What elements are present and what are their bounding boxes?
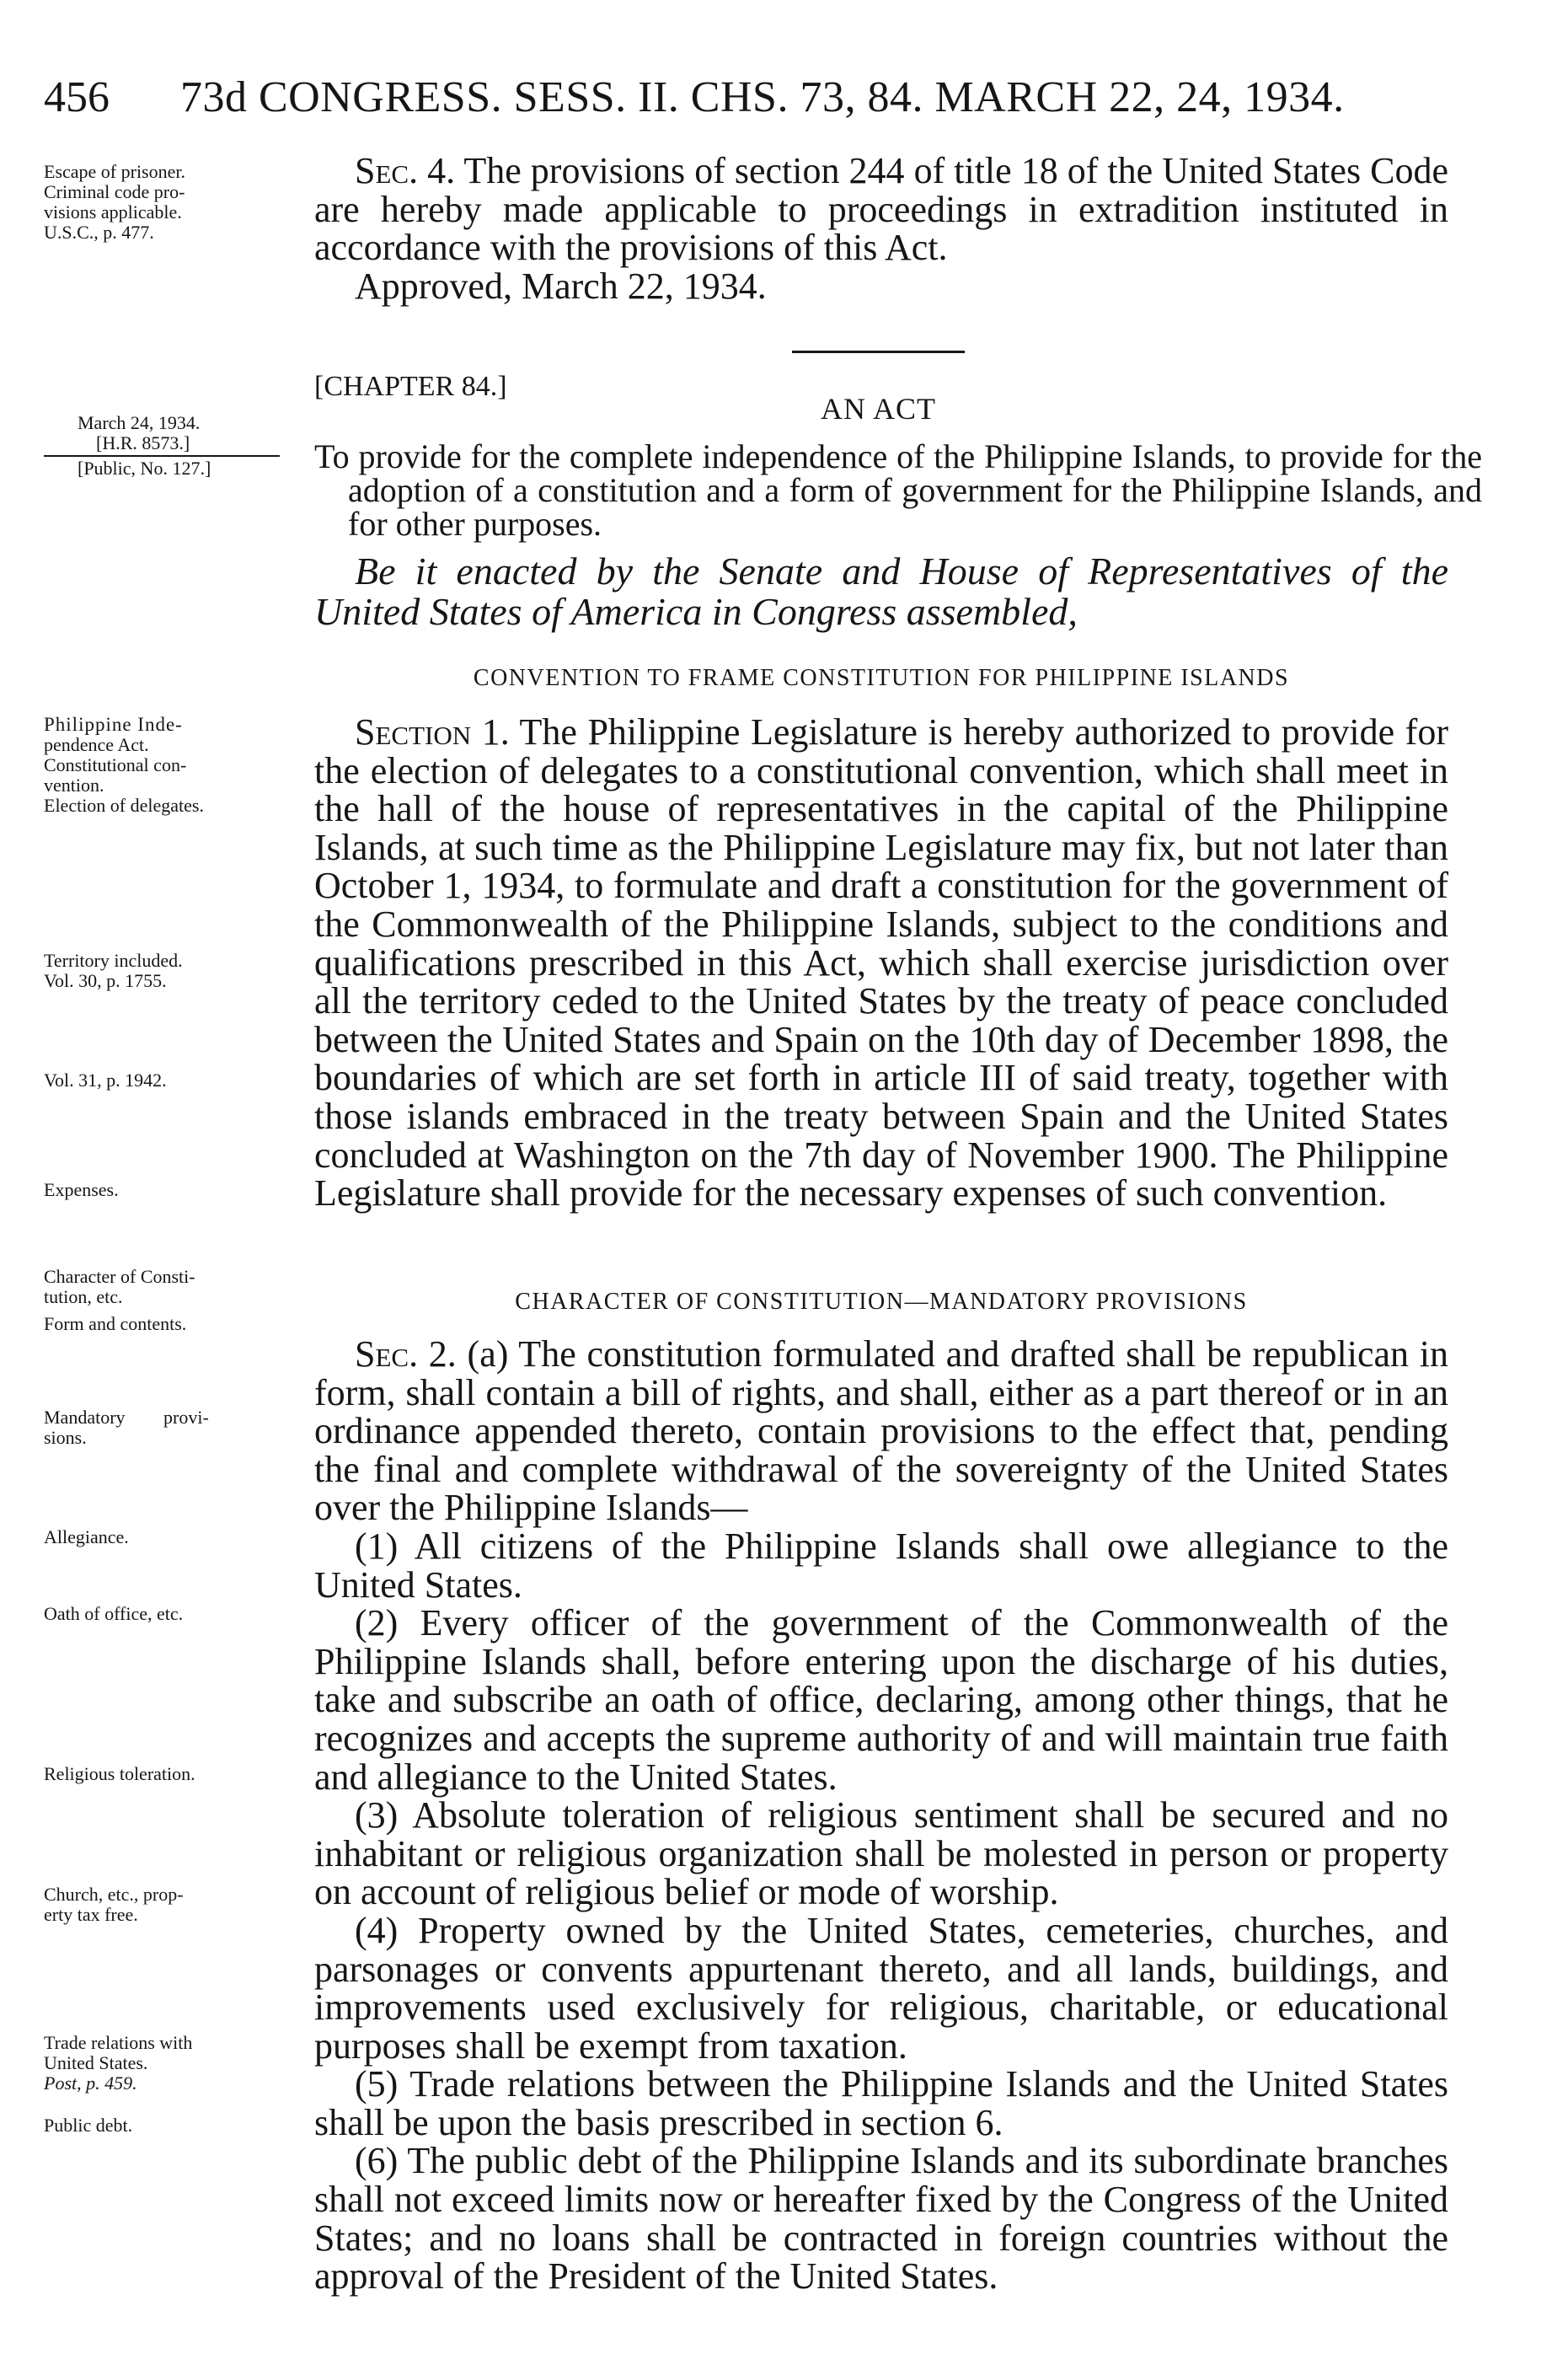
margin-line: Post, p. 459. <box>44 2072 137 2094</box>
margin-note-trade <box>44 2033 309 2094</box>
provision-item: (5) Trade relations between the Philippine Islands and the United States shall be upon the basis prescribed in section 6. <box>314 2063 1448 2143</box>
margin-note-expenses <box>44 1180 309 1200</box>
margin-note-philippine <box>44 715 309 816</box>
section-heading-convention: CONVENTION TO FRAME CONSTITUTION FOR PHILIPPINE ISLANDS <box>473 665 1290 691</box>
margin-line: pendence Act. <box>44 734 149 755</box>
chapter-label: [CHAPTER 84.] <box>314 371 507 402</box>
margin-note-allegiance <box>44 1527 309 1547</box>
margin-line: Form and contents. <box>44 1313 187 1334</box>
margin-line: Escape of prisoner. <box>44 161 185 182</box>
provision-item: (2) Every officer of the government of the Commonwealth of the Philippine Islands shall, before entering upon the discharge of his duties, take and subscribe an oath of office, declaring, among other things, that he recognizes and accepts the supreme authority of and will maintain true faith and allegiance to the United States. <box>314 1602 1448 1798</box>
margin-line: Mandatory provi- <box>44 1407 209 1428</box>
section-1 <box>314 713 1448 1213</box>
enacting-clause: Be it enacted by the Senate and House of Representatives of the United States of America in Congress assembled, <box>314 550 1448 633</box>
chapter-rule <box>792 351 965 353</box>
margin-line: Constitutional con- <box>44 754 187 775</box>
section-heading-character: CHARACTER OF CONSTITUTION—MANDATORY PROVISIONS <box>515 1289 1248 1315</box>
page-number: 456 <box>44 73 110 121</box>
margin-note-territory <box>44 951 309 991</box>
running-title: 73d CONGRESS. SESS. II. CHS. 73, 84. MARCH 22, 24, 1934. <box>180 73 1345 121</box>
margin-line: [H.R. 8573.] <box>96 432 190 453</box>
section-label: Section 1. <box>355 711 510 753</box>
margin-line: United States. <box>44 2052 148 2073</box>
margin-line: March 24, 1934. <box>78 412 201 433</box>
margin-line: Public debt. <box>44 2115 133 2136</box>
margin-line: Trade relations with <box>44 2032 193 2053</box>
margin-note-church <box>44 1885 309 1925</box>
section-2 <box>314 1335 1448 2296</box>
margin-line: Church, etc., prop- <box>44 1884 184 1905</box>
margin-line: visions applicable. <box>44 201 182 223</box>
margin-line: Expenses. <box>44 1179 119 1200</box>
margin-line: Philippine Inde- <box>44 714 183 735</box>
margin-line: sions. <box>44 1427 87 1448</box>
margin-note-oath <box>44 1604 309 1624</box>
provision-item: (1) All citizens of the Philippine Islands shall owe allegiance to the United States. <box>314 1525 1448 1606</box>
margin-line: Criminal code pro- <box>44 181 185 202</box>
provision-item: (3) Absolute toleration of religious sentiment shall be secured and no inhabitant or religious organization shall be molested in person or property on account of religious belief or mode of worship. <box>314 1794 1448 1913</box>
margin-line: Oath of office, etc. <box>44 1603 184 1624</box>
margin-line: Allegiance. <box>44 1526 129 1547</box>
margin-notes <box>44 0 309 2370</box>
margin-note-character <box>44 1267 309 1334</box>
margin-line: Vol. 30, p. 1755. <box>44 970 167 991</box>
margin-line: U.S.C., p. 477. <box>44 222 154 243</box>
margin-rule <box>44 455 280 457</box>
margin-line: Election of delegates. <box>44 795 204 816</box>
act-heading: AN ACT <box>820 392 936 426</box>
margin-line: Vol. 31, p. 1942. <box>44 1070 167 1091</box>
section-4 <box>314 152 1448 305</box>
section-text: The provisions of section 244 of title 18 of the United States Code are hereby made applicable to proceedings in extradition instituted in accordance with the provisions of this Act. <box>314 150 1448 269</box>
margin-line: Character of Consti- <box>44 1266 195 1287</box>
section-label: Sec. 2. <box>355 1333 457 1375</box>
margin-note-mandatory <box>44 1408 309 1448</box>
margin-note-escape <box>44 162 309 243</box>
approved-line: Approved, March 22, 1934. <box>355 265 767 307</box>
margin-line: erty tax free. <box>44 1904 138 1925</box>
section-text: (a) The constitution formulated and drafted shall be republican in form, shall contain a bill of rights, and shall, either as a part thereof or in an ordinance appended thereto, contain provisions to the effect that, pending the final and complete withdrawal of the sovereignty of the United States over the Philippine Islands— <box>314 1333 1448 1529</box>
margin-line: vention. <box>44 775 104 796</box>
section-text: The Philippine Legislature is hereby authorized to provide for the election of delegates to a constitutional convention, which shall meet in the hall of the house of representatives in the capital of the Philippine Islands, at such time as the Philippine Legislature may fix, but not later than October 1, 1934, to formulate and draft a constitution for the government of the Commonwealth of the Philippine Islands, subject to the conditions and qualifications prescribed in this Act, which shall exercise jurisdiction over all the territory ceded to the United States by the treaty of peace concluded between the United States and Spain on the 10th day of December 1898, the boundaries of which are set forth in article III of said treaty, together with those islands embraced in the treaty between Spain and the United States concluded at Washington on the 7th day of November 1900. The Philippine Legislature shall provide for the necessary expenses of such convention. <box>314 711 1448 1214</box>
margin-note-religious <box>44 1764 309 1784</box>
provision-item: (4) Property owned by the United States, cemeteries, churches, and parsonages or convents appurtenant thereto, and all lands, buildings, and improvements used exclusively for religious, charitable, or educational purposes shall be exempt from taxation. <box>314 1909 1448 2067</box>
margin-line: [Public, No. 127.] <box>78 458 211 479</box>
section-label: Sec. 4. <box>355 150 456 191</box>
margin-line: tution, etc. <box>44 1286 123 1307</box>
act-title: To provide for the complete independence of the Philippine Islands, to provide for the adoption of a constitution and a form of government for the Philippine Islands, and for other purposes. <box>314 437 1482 543</box>
margin-note-date <box>78 413 297 479</box>
margin-line: Territory included. <box>44 950 183 971</box>
margin-note-debt <box>44 2115 309 2136</box>
provision-item: (6) The public debt of the Philippine Islands and its subordinate branches shall not exceed limits now or hereafter fixed by the Congress of the United States; and no loans shall be contracted in foreign countries without the approval of the President of the United States. <box>314 2140 1448 2298</box>
margin-note-vol31 <box>44 1070 309 1091</box>
margin-line: Religious toleration. <box>44 1763 195 1784</box>
